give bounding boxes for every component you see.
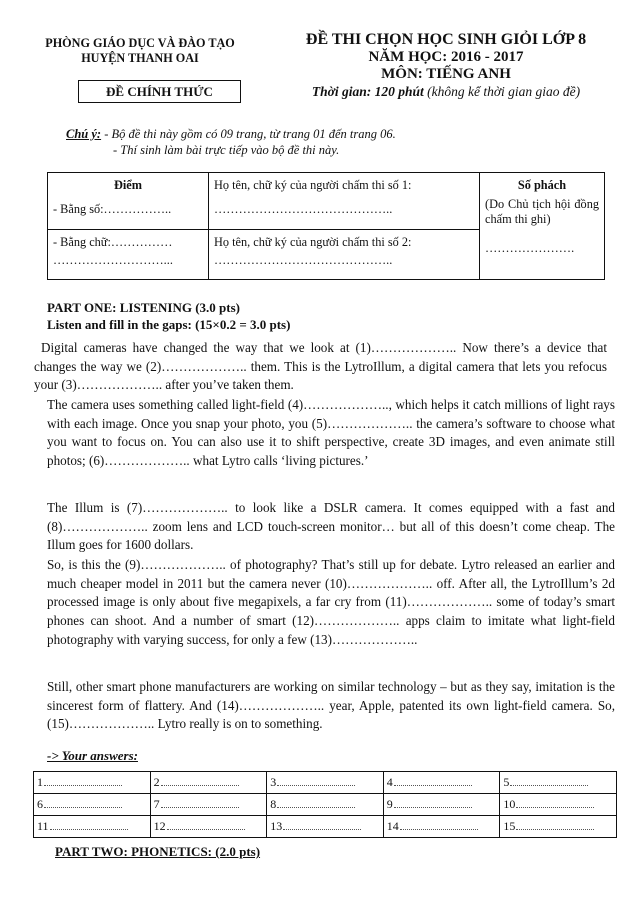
subject: MÔN: TIẾNG ANH xyxy=(381,66,511,82)
examiner-2-dots: …………………………………….. xyxy=(214,252,393,267)
part-two-title: PART TWO: PHONETICS: (2.0 pts) xyxy=(55,844,261,859)
answer-blank[interactable] xyxy=(516,819,594,830)
answer-number: 2 xyxy=(153,775,160,789)
examiner-2-cell xyxy=(209,229,480,279)
answer-cell[interactable] xyxy=(34,772,151,794)
paragraph-2: The camera uses something called light-field (4)……………….., which helps it catch millions of light rays with each image. Once you snap your photo, you (5)……………….. the camera’s software to choose what you want to focus on. You can also use it to shift perspective, create 3D images, and even animate still photos; (6)……………….. what Lytro calls ‘living pictures.’ xyxy=(47,397,615,469)
answer-table xyxy=(33,771,617,838)
answer-cell[interactable] xyxy=(267,794,384,816)
code-dots: …………………. xyxy=(485,241,575,255)
district-name: HUYỆN THANH OAI xyxy=(81,51,199,65)
code-cell xyxy=(480,173,605,280)
code-note: (Do Chủ tịch hội đồng chấm thi ghi) xyxy=(485,197,599,226)
time-note: (không kể thời gian giao đề) xyxy=(423,84,581,99)
examiner-2-label: Họ tên, chữ ký của người chấm thi số 2: xyxy=(214,234,412,249)
paragraph-4: So, is this the (9)……………….. of photography? That’s still up for debate. Lytro released an earlier and much cheaper model in 2011 but the camera never (10)……………….. off. After all, the LytroIllum’s 2d processed image is only about five megapixels, a far cry from (11)……………….. some of today’s smart phones can shoot. And a number of smart (12)……………….. apps claim to imitate what light-field photography with varying success, for only a few (13)……………….. xyxy=(47,557,615,647)
part-one-instruction: Listen and fill in the gaps: (15×0.2 = 3.0 pts) xyxy=(47,317,291,332)
paragraph-3: The Illum is (7)……………….. to look like a DSLR camera. It comes equipped with a fast and (8)……………….. zoom lens and LCD touch-screen monitor… but all of this doesn’t come cheap. The Illum goes for 1600 dollars. xyxy=(47,500,615,553)
answer-cell[interactable] xyxy=(383,772,500,794)
exam-note xyxy=(66,126,396,158)
school-year: NĂM HỌC: 2016 - 2017 xyxy=(368,49,524,65)
answer-blank[interactable] xyxy=(283,819,361,830)
answer-blank[interactable] xyxy=(516,797,594,808)
department-block xyxy=(24,36,256,66)
answer-number: 15 xyxy=(503,819,516,833)
part-one-title: PART ONE: LISTENING (3.0 pts) xyxy=(47,300,241,315)
score-header: Điểm xyxy=(114,178,142,192)
answer-cell[interactable] xyxy=(500,772,617,794)
answer-cell[interactable] xyxy=(500,816,617,838)
examiner-1-label: Họ tên, chữ ký của người chấm thi số 1: xyxy=(214,178,412,192)
answer-number: 12 xyxy=(153,819,166,833)
score-cell xyxy=(48,173,209,230)
exam-header xyxy=(272,30,620,100)
examiner-1-dots: …………………………………….. xyxy=(214,202,393,216)
answer-cell[interactable] xyxy=(150,794,267,816)
answer-blank[interactable] xyxy=(44,797,122,808)
answer-number: 1 xyxy=(37,775,43,789)
answer-number: 14 xyxy=(386,819,399,833)
answer-blank[interactable] xyxy=(161,797,239,808)
score-words-cell xyxy=(48,229,209,279)
answer-blank[interactable] xyxy=(44,775,122,786)
answer-blank[interactable] xyxy=(277,775,355,786)
time-limit: Thời gian: 120 phút xyxy=(311,84,424,99)
answer-number: 5 xyxy=(503,775,510,789)
answer-cell[interactable] xyxy=(34,794,151,816)
answer-number: 3 xyxy=(270,775,277,789)
answer-blank[interactable] xyxy=(510,775,588,786)
exam-title: ĐỀ THI CHỌN HỌC SINH GIỎI LỚP 8 xyxy=(305,31,587,48)
department-name: PHÒNG GIÁO DỤC VÀ ĐÀO TẠO xyxy=(45,36,235,50)
paragraph-1: Digital cameras have changed the way that we look at (1)……………….. Now there’s a device that changes the way we (2)……………….. them. This is the LytroIllum, a digital camera that lets you refocus your (3)……………….. after you’ve taken them. xyxy=(34,340,607,393)
examiner-1-cell xyxy=(209,173,480,230)
answer-blank[interactable] xyxy=(394,797,472,808)
answer-number: 11 xyxy=(37,819,49,833)
answer-cell[interactable] xyxy=(34,816,151,838)
note-label: Chú ý: xyxy=(66,127,102,141)
answer-cell[interactable] xyxy=(150,816,267,838)
answer-cell[interactable] xyxy=(150,772,267,794)
answer-number: 9 xyxy=(386,797,393,811)
note-line-1: - Bộ đề thi này gồm có 09 trang, từ trang 01 đến trang 06. xyxy=(101,127,396,141)
answer-blank[interactable] xyxy=(167,819,245,830)
official-exam-box: ĐỀ CHÍNH THỨC xyxy=(78,80,241,103)
score-in-words-dots: ………………………... xyxy=(53,252,173,267)
answer-number: 13 xyxy=(270,819,283,833)
paragraph-5: Still, other smart phone manufacturers are working on similar technology – but as they say, imitation is the sincerest form of flattery. And (14)……………….. year, Apple, patented its own light-field camera. So, (15)……………….. Lytro really is on to something. xyxy=(47,679,615,732)
answer-number: 4 xyxy=(386,775,393,789)
score-in-words: - Bằng chữ:…………… xyxy=(53,234,173,249)
score-table xyxy=(47,172,605,280)
answer-number: 7 xyxy=(153,797,160,811)
score-in-numbers: - Bằng số:…………….. xyxy=(53,202,172,216)
answer-cell[interactable] xyxy=(383,816,500,838)
answer-number: 6 xyxy=(37,797,43,811)
answer-cell[interactable] xyxy=(383,794,500,816)
note-line-2: - Thí sinh làm bài trực tiếp vào bộ đề thi này. xyxy=(113,143,340,157)
answers-label: -> Your answers: xyxy=(47,748,138,763)
code-header: Số phách xyxy=(517,178,567,192)
answer-cell[interactable] xyxy=(267,772,384,794)
answer-blank[interactable] xyxy=(277,797,355,808)
answer-blank[interactable] xyxy=(50,819,128,830)
answer-cell[interactable] xyxy=(500,794,617,816)
time-line xyxy=(272,83,620,100)
answer-cell[interactable] xyxy=(267,816,384,838)
answer-blank[interactable] xyxy=(394,775,472,786)
answer-number: 8 xyxy=(270,797,277,811)
answer-blank[interactable] xyxy=(161,775,239,786)
answer-blank[interactable] xyxy=(400,819,478,830)
answer-number: 10 xyxy=(503,797,516,811)
